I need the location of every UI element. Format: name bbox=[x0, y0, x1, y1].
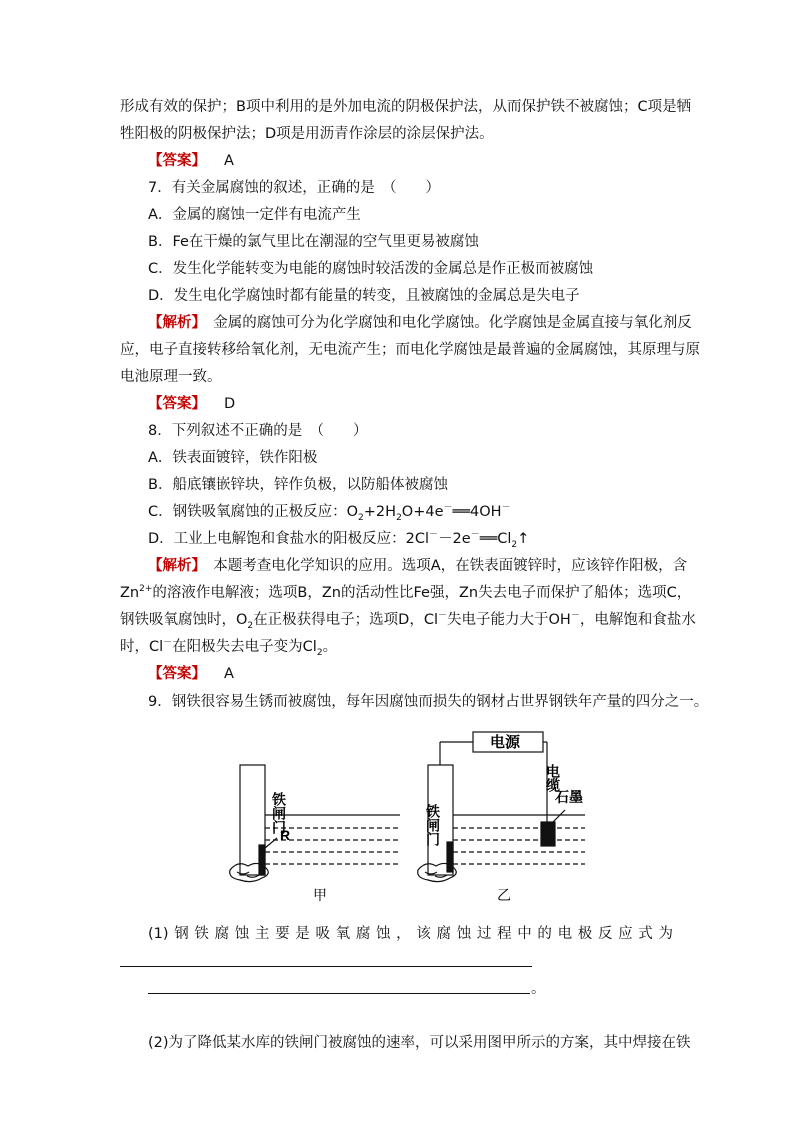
gate-bottom-block bbox=[447, 842, 453, 872]
label-leader bbox=[553, 810, 565, 822]
cable-label: 电缆 bbox=[544, 764, 560, 792]
question-7-stem: 7．有关金属腐蚀的叙述，正确的是 （ ） bbox=[148, 180, 440, 196]
q9-s1-end: 。 bbox=[531, 981, 546, 997]
text: +2H bbox=[363, 504, 397, 520]
caption-jia: 甲 bbox=[313, 888, 327, 904]
figure-right-yi bbox=[418, 732, 585, 882]
q9-subquestion-1 bbox=[148, 924, 673, 944]
answer-row-6 bbox=[148, 151, 234, 171]
text: 时，Cl bbox=[120, 639, 164, 655]
text: 钢铁吸氧腐蚀时，O bbox=[120, 612, 248, 628]
question-8-stem: 8．下列叙述不正确的是 （ ） bbox=[148, 423, 368, 439]
r-label: R bbox=[280, 827, 291, 843]
text: Zn bbox=[120, 585, 140, 601]
answer-tag: 【答案】 bbox=[148, 153, 206, 169]
text: 失电子能力大于OH bbox=[447, 612, 571, 628]
text: D．工业上电解饱和食盐水的阳极反应：2Cl bbox=[148, 531, 430, 547]
corrosion-protection-figure bbox=[225, 730, 585, 905]
q7-option-d: D．发生电化学腐蚀时都有能量的转变，且被腐蚀的金属总是失电子 bbox=[148, 288, 580, 304]
q8-analysis-line-3: 钢铁吸氧腐蚀时，$O_2$在正极获得电子；选项D，Cl－失电子能力大于OH－，电解饱和食盐水 bbox=[120, 611, 696, 631]
q8-analysis-line-2: $Zn^{2+}$的溶液作电解液；选项B，Zn的活动性比Fe强，Zn失去电子而保护了船体；选项C， bbox=[120, 584, 692, 601]
text: O+4e bbox=[401, 504, 444, 520]
analysis-tag: 【解析】 bbox=[148, 558, 199, 574]
analysis-tag: 【解析】 bbox=[148, 315, 199, 331]
analysis-text: 本题考查电化学知识的应用。选项A，在铁表面镀锌时，应该锌作阳极，含 bbox=[213, 558, 688, 574]
q8-analysis-line-4: 时，Cl－在阳极失去电子变为$Cl_2$。 bbox=[120, 638, 338, 658]
graphite-electrode bbox=[541, 822, 555, 846]
q9-s1-text: (1)钢铁腐蚀主要是吸氧腐蚀，该腐蚀过程中的电极反应式为 bbox=[148, 926, 673, 942]
text: C．钢铁吸氧腐蚀的正极反应：O bbox=[148, 504, 359, 520]
q7-option-b: B．Fe在干燥的氯气里比在潮湿的空气里更易被腐蚀 bbox=[148, 234, 479, 250]
answer-value: A bbox=[224, 153, 234, 169]
answer-row-7 bbox=[148, 394, 235, 414]
answer-blank-line[interactable] bbox=[148, 993, 530, 994]
q7-option-c: C．发生化学能转变为电能的腐蚀时较活泼的金属总是作正极而被腐蚀 bbox=[148, 261, 594, 277]
answer-row-8 bbox=[148, 664, 234, 684]
answer-tag: 【答案】 bbox=[148, 666, 206, 682]
text: ，电解饱和食盐水 bbox=[579, 612, 696, 628]
paragraph-line: 牲阳极的阴极保护法；D项是用沥青作涂层的涂层保护法。 bbox=[120, 126, 494, 142]
text: ══4OH bbox=[452, 504, 502, 520]
q8-option-c: C．钢铁吸氧腐蚀的正极反应：$O_2+2H_2O+4e^-══4OH^-$ bbox=[148, 503, 511, 523]
caption-yi: 乙 bbox=[497, 888, 511, 904]
gate-label-right: 铁闸门 bbox=[424, 804, 440, 846]
q7-option-a: A．金属的腐蚀一定伴有电流产生 bbox=[148, 207, 361, 223]
text: 在阳极失去电子变为Cl bbox=[172, 639, 317, 655]
q7-analysis-line-3: 电池原理一致。 bbox=[120, 369, 222, 385]
analysis-text: 金属的腐蚀可分为化学腐蚀和电化学腐蚀。化学腐蚀是金属直接与氧化剂反 bbox=[213, 315, 692, 331]
text: 在正极获得电子；选项D，Cl bbox=[253, 612, 438, 628]
gate-label-text: 铁闸门 bbox=[244, 792, 286, 808]
gas-arrow: ↑ bbox=[517, 531, 530, 547]
text: 的溶液作电解液；选项B，Zn的活动性比Fe强，Zn失去电子而保护了船体；选项C， bbox=[152, 585, 692, 601]
q7-analysis-line-1 bbox=[148, 313, 692, 333]
answer-blank-line[interactable] bbox=[120, 966, 532, 967]
text: ══Cl bbox=[479, 531, 512, 547]
q9-subquestion-2: (2)为了降低某水库的铁闸门被腐蚀的速率，可以采用图甲所示的方案，其中焊接在铁 bbox=[148, 1035, 691, 1051]
metal-block-r bbox=[259, 845, 265, 875]
answer-value: D bbox=[224, 396, 236, 412]
question-9-stem: 9．钢铁很容易生锈而被腐蚀，每年因腐蚀而损失的钢材占世界钢铁年产量的四分之一。 bbox=[148, 694, 709, 710]
graphite-label: 石墨 bbox=[555, 790, 583, 806]
text: －2e bbox=[438, 531, 471, 547]
q7-analysis-line-2: 应，电子直接转移给氧化剂，无电流产生；而电化学腐蚀是最普遍的金属腐蚀，其原理与原 bbox=[120, 342, 700, 358]
paragraph-line: 形成有效的保护；B项中利用的是外加电流的阴极保护法，从而保护铁不被腐蚀；C项是牺 bbox=[120, 99, 692, 115]
q8-option-b: B．船底镶嵌锌块，锌作负极，以防船体被腐蚀 bbox=[148, 477, 448, 493]
answer-tag: 【答案】 bbox=[148, 396, 206, 412]
q8-option-d: D．工业上电解饱和食盐水的阳极反应：$2Cl^--2e^-══Cl_2↑$ bbox=[148, 530, 530, 550]
answer-value: A bbox=[224, 666, 234, 682]
power-supply-label: 电源 bbox=[490, 733, 521, 751]
text: 。 bbox=[322, 639, 338, 655]
figure-left-jia bbox=[230, 765, 400, 882]
q8-option-a: A．铁表面镀锌，铁作阳极 bbox=[148, 450, 318, 466]
q8-analysis-line-1 bbox=[148, 556, 687, 576]
